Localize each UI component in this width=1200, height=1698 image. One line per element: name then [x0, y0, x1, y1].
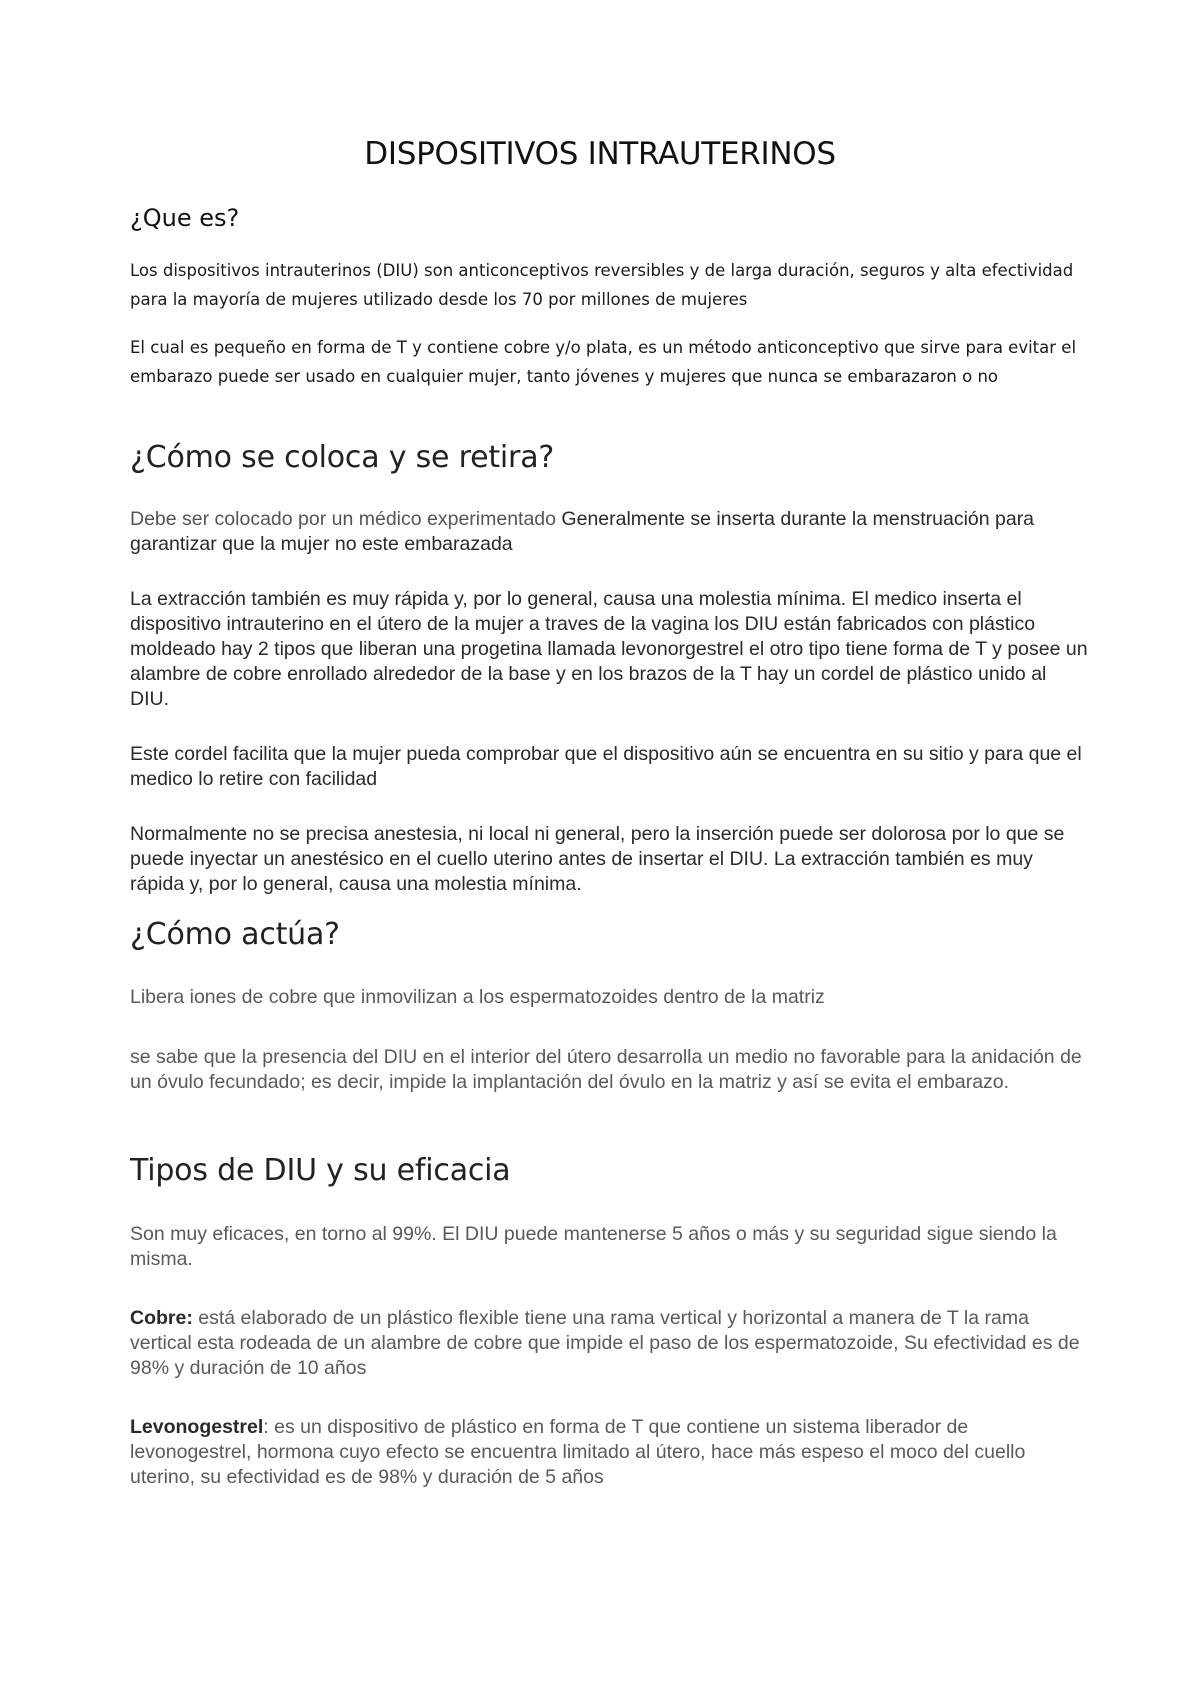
cobre-text: está elaborado de un plástico flexible tiene una rama vertical y horizontal a manera de T la rama vertical esta rodeada de un alambre de cobre que impide el paso de los espermatozoide, Su efectividad es de 98% y duración de 10 años — [130, 1307, 1080, 1379]
placement-paragraph-2: La extracción también es muy rápida y, por lo general, causa una molestia mínima. El medico inserta el dispositivo intrauterino en el útero de la mujer a traves de la vagina los DIU están fabricados con plástico moldeado hay 2 tipos que liberan una progetina llamada levonorgestrel el otro tipo tiene forma de T y posee un alambre de cobre enrollado alrededor de la base y en los brazos de la T hay un cordel de plástico unido al DIU. — [130, 588, 1088, 710]
section-heading-placement: ¿Cómo se coloca y se retira? — [130, 440, 555, 475]
placement-paragraph-1-gray: Debe ser colocado por un médico experimentado — [130, 508, 557, 530]
placement-paragraph-4: Normalmente no se precisa anestesia, ni local ni general, pero la inserción puede ser dolorosa por lo que se puede inyectar un anestésico en el cuello uterino antes de insertar el DIU. La extracción también es muy rápida y, por lo general, causa una molestia mínima. — [130, 823, 1065, 895]
placement-paragraph-1-rest: Generalmente se inserta durante la menstruación para garantizar que la mujer no este embarazada — [130, 508, 1035, 555]
types-paragraph-cobre — [130, 1306, 1090, 1381]
placement-paragraph-1 — [130, 507, 1090, 557]
intro-paragraph-2: El cual es pequeño en forma de T y contiene cobre y/o plata, es un método anticonceptivo que sirve para evitar el embarazo puede ser usado en cualquier mujer, tanto jóvenes y mujeres que nunca se embarazaron o no — [130, 338, 1077, 386]
levonogestrel-text: : es un dispositivo de plástico en forma de T que contiene un sistema liberador de levonogestrel, hormona cuyo efecto se encuentra limitado al útero, hace más espeso el moco del cuello uterino, su efectividad es de 98% y duración de 5 años — [130, 1416, 1026, 1488]
types-paragraph-efficacy: Son muy eficaces, en torno al 99%. El DIU puede mantenerse 5 años o más y su seguridad sigue siendo la misma. — [130, 1223, 1057, 1270]
document-title: DISPOSITIVOS INTRAUTERINOS — [364, 136, 836, 172]
types-paragraph-levonogestrel — [130, 1415, 1090, 1490]
intro-heading: ¿Que es? — [130, 204, 240, 232]
section-heading-types: Tipos de DIU y su eficacia — [130, 1153, 511, 1188]
placement-paragraph-3: Este cordel facilita que la mujer pueda comprobar que el dispositivo aún se encuentra en su sitio y para que el medico lo retire con facilidad — [130, 743, 1082, 790]
levonogestrel-label: Levonogestrel — [130, 1416, 264, 1438]
cobre-label: Cobre: — [130, 1307, 193, 1329]
action-paragraph-1: Libera iones de cobre que inmovilizan a los espermatozoides dentro de la matriz — [130, 986, 825, 1008]
intro-paragraph-1: Los dispositivos intrauterinos (DIU) son anticonceptivos reversibles y de larga duración, seguros y alta efectividad para la mayoría de mujeres utilizado desde los 70 por millones de mujeres — [130, 261, 1074, 309]
section-heading-action: ¿Cómo actúa? — [130, 917, 340, 952]
action-paragraph-2: se sabe que la presencia del DIU en el interior del útero desarrolla un medio no favorable para la anidación de un óvulo fecundado; es decir, impide la implantación del óvulo en la matriz y así se evita el embarazo. — [130, 1046, 1082, 1093]
